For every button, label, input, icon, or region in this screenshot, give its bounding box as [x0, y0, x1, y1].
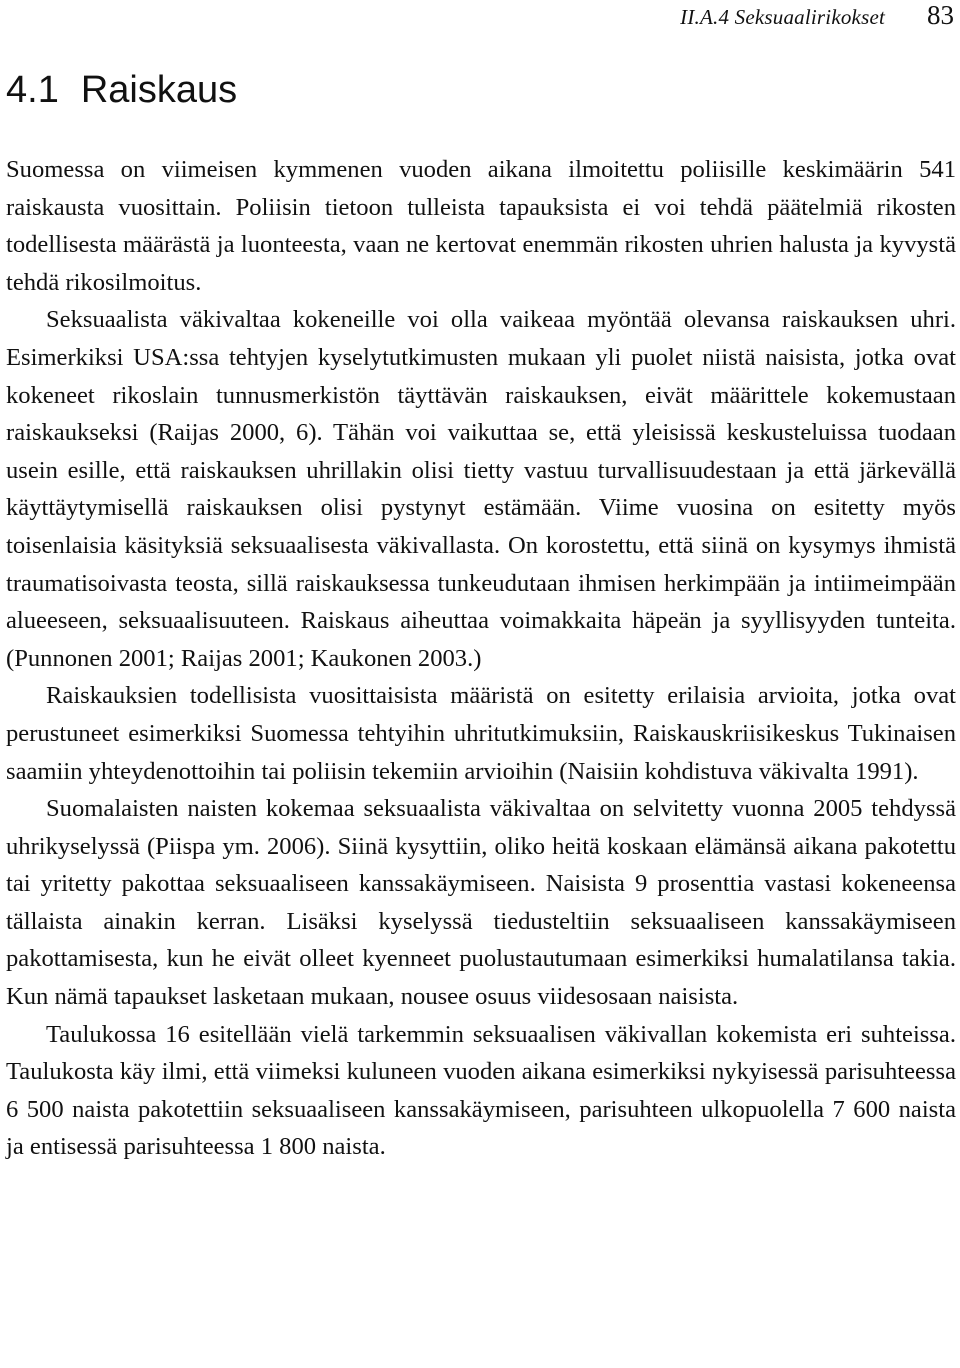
body-text	[6, 151, 956, 1166]
paragraph: Suomessa on viimeisen kymmenen vuoden aikana ilmoitettu poliisille keskimäärin 541 raiskausta vuosittain. Poliisin tietoon tulleista tapauksista ei voi tehdä päätelmiä rikosten todellisesta määrästä ja luonteesta, vaan ne kertovat enemmän rikosten uhrien halusta ja kyvystä tehdä rikosilmoitus.	[6, 156, 956, 296]
paragraph: Suomalaisten naisten kokemaa seksuaalista väkivaltaa on selvitetty vuonna 2005 tehdyssä uhrikyselyssä (Piispa ym. 2006). Siinä kysyttiin, oliko heitä koskaan elämänsä aikana pakotettu tai yritetty pakottaa seksuaaliseen kanssakäymiseen. Naisista 9 prosenttia vastasi kokeneensa tällaista ainakin kerran. Lisäksi kyselyssä tiedusteltiin seksuaaliseen kanssakäymiseen pakottamisesta, kun he eivät olleet kyenneet puolustautumaan esimerkiksi humalatilansa takia. Kun nämä tapaukset lasketaan mukaan, nousee osuus viidesosaan naisista.	[6, 795, 956, 1011]
section-number: 4.1	[6, 69, 59, 111]
paragraph: Raiskauksien todellisista vuosittaisista määristä on esitetty erilaisia arvioita, jotka ovat perustuneet esimerkiksi Suomessa tehtyihin uhritutkimuksiin, Raiskauskriisikeskus Tukinaisen saamiin yhteydenottoihin tai poliisin tekemiin arvioihin (Naisiin kohdistuva väkivalta 1991).	[6, 682, 956, 785]
section-title: Raiskaus	[80, 69, 238, 111]
paragraph: Taulukossa 16 esitellään vielä tarkemmin seksuaalisen väkivallan kokemista eri suhteissa. Taulukosta käy ilmi, että viimeksi kuluneen vuoden aikana esimerkiksi nykyisessä parisuhteessa 6 500 naista pakotettiin seksuaaliseen kanssakäymiseen, parisuhteen ulkopuolella 7 600 naista ja entisessä parisuhteessa 1 800 naista.	[6, 1020, 956, 1161]
running-title: II.A.4 Seksuaalirikokset	[680, 5, 885, 29]
section-heading	[6, 64, 237, 116]
running-header	[680, 0, 954, 32]
paragraph: Seksuaalista väkivaltaa kokeneille voi olla vaikeaa myöntää olevansa raiskauksen uhri. Esimerkiksi USA:ssa tehtyjen kyselytutkimusten mukaan yli puolet niistä naisista, jotka ovat kokeneet rikoslain tunnusmerkistön täyttävän raiskauksen, eivät määrittele kokemustaan raiskaukseksi (Raijas 2000, 6). Tähän voi vaikuttaa se, että yleisissä keskusteluissa tuodaan usein esille, että raiskauksen uhrillakin olisi tietty vastuu turvallisuudestaan ja että järkevällä käyttäytymisellä raiskauksen olisi pystynyt estämään. Viime vuosina on esitetty myös toisenlaisia käsityksiä seksuaalisesta väkivallasta. On korostettu, että siinä on kysymys ihmistä traumatisoivasta teosta, sillä raiskauksessa tunkeudutaan ihmisen herkimpään ja intiimeimpään alueeseen, seksuaalisuuteen. Raiskaus aiheuttaa voimakkaita häpeän ja syyllisyyden tunteita. (Punnonen 2001; Raijas 2001; Kaukonen 2003.)	[6, 306, 956, 672]
page-number: 83	[927, 0, 954, 30]
